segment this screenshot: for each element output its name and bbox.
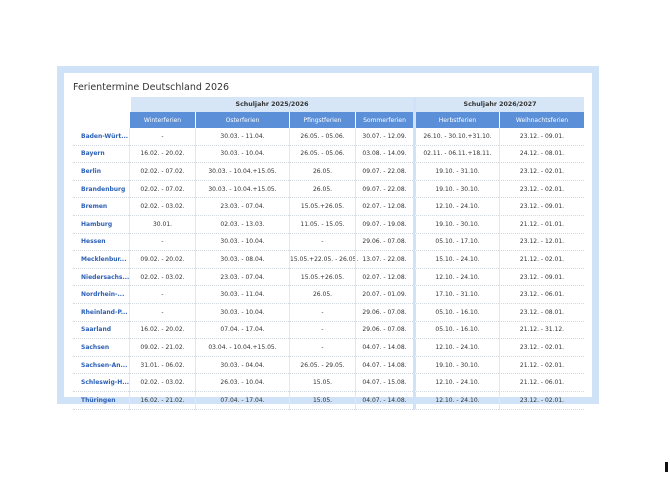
- table-row: [73, 234, 584, 252]
- holiday-cell: 09.07. - 22.08.: [355, 163, 413, 181]
- state-name[interactable]: Sachsen-An...: [73, 357, 129, 375]
- holiday-cell: 26.10. - 30.10.+31.10.: [413, 128, 499, 146]
- table-row: [73, 374, 584, 392]
- holiday-cell: 26.05.: [289, 163, 355, 181]
- column-header-weihnachtsferien[interactable]: Weihnachtsferien: [499, 112, 584, 128]
- holiday-cell: 04.07. - 14.08.: [355, 339, 413, 357]
- state-name[interactable]: Baden-Würt...: [73, 128, 129, 146]
- holiday-cell: 12.10. - 24.10.: [413, 392, 499, 410]
- holiday-cell: 26.05.: [289, 286, 355, 304]
- holiday-cell: 29.06. - 07.08.: [355, 234, 413, 252]
- holiday-cell: 30.03. - 10.04.: [195, 234, 289, 252]
- holiday-cell: 05.10. - 16.10.: [413, 322, 499, 340]
- holiday-cell: 30.03. - 10.04.+15.05.: [195, 181, 289, 199]
- holiday-cell: 02.02. - 03.02.: [129, 374, 195, 392]
- holiday-cell: 02.02. - 03.02.: [129, 269, 195, 287]
- holiday-cell: 23.12. - 02.01.: [499, 339, 584, 357]
- school-year-header-1: Schuljahr 2025/2026: [129, 97, 413, 112]
- holiday-cell: 21.12. - 02.01.: [499, 357, 584, 375]
- holiday-cell: 02.02. - 07.02.: [129, 163, 195, 181]
- holiday-cell: 31.01. - 06.02.: [129, 357, 195, 375]
- holiday-cell: 15.10. - 24.10.: [413, 251, 499, 269]
- holiday-cell: 13.07. - 22.08.: [355, 251, 413, 269]
- holiday-cell: 12.10. - 24.10.: [413, 269, 499, 287]
- holiday-cell: 23.12. - 09.01.: [499, 198, 584, 216]
- holiday-table-frame: [57, 66, 599, 404]
- school-year-header-2: Schuljahr 2026/2027: [413, 97, 584, 112]
- holiday-cell: 30.03. - 10.04.: [195, 146, 289, 164]
- holiday-cell: 21.12. - 02.01.: [499, 251, 584, 269]
- holiday-cell: 23.12. - 09.01.: [499, 269, 584, 287]
- state-name[interactable]: Niedersachs...: [73, 269, 129, 287]
- table-row: [73, 304, 584, 322]
- column-header-winterferien[interactable]: Winterferien: [129, 112, 195, 128]
- holiday-cell: 26.05. - 05.06.: [289, 128, 355, 146]
- holiday-cell: 23.12. - 02.01.: [499, 392, 584, 410]
- holiday-cell: -: [129, 286, 195, 304]
- table-row: [73, 357, 584, 375]
- edge-marker: [665, 462, 668, 472]
- holiday-cell: 23.12. - 12.01.: [499, 234, 584, 252]
- state-name[interactable]: Thüringen: [73, 392, 129, 410]
- holiday-cell: 23.12. - 09.01.: [499, 128, 584, 146]
- holiday-cell: 15.05.: [289, 392, 355, 410]
- table-row: [73, 198, 584, 216]
- column-header-pfingstferien[interactable]: Pfingstferien: [289, 112, 355, 128]
- column-header-herbstferien[interactable]: Herbstferien: [413, 112, 499, 128]
- holiday-cell: -: [289, 304, 355, 322]
- holiday-cell: 07.04. - 17.04.: [195, 322, 289, 340]
- holiday-cell: 02.07. - 12.08.: [355, 269, 413, 287]
- holiday-cell: 15.05.+26.05.: [289, 198, 355, 216]
- holiday-cell: 15.05.: [289, 374, 355, 392]
- state-name[interactable]: Rheinland-P...: [73, 304, 129, 322]
- holiday-cell: 30.07. - 12.09.: [355, 128, 413, 146]
- state-name[interactable]: Bremen: [73, 198, 129, 216]
- holiday-cell: 29.06. - 07.08.: [355, 322, 413, 340]
- holiday-cell: 30.03. - 10.04.+15.05.: [195, 163, 289, 181]
- holiday-cell: 03.04. - 10.04.+15.05.: [195, 339, 289, 357]
- state-name[interactable]: Saarland: [73, 322, 129, 340]
- holiday-cell: 21.12. - 01.01.: [499, 216, 584, 234]
- holiday-cell: 26.05. - 05.06.: [289, 146, 355, 164]
- table-row: [73, 286, 584, 304]
- holiday-cell: 04.07. - 15.08.: [355, 374, 413, 392]
- holiday-cell: -: [129, 304, 195, 322]
- holiday-cell: 23.03. - 07.04.: [195, 269, 289, 287]
- holiday-cell: 30.03. - 11.04.: [195, 286, 289, 304]
- holiday-cell: 21.12. - 31.12.: [499, 322, 584, 340]
- holiday-cell: 23.12. - 08.01.: [499, 304, 584, 322]
- holiday-cell: 12.10. - 24.10.: [413, 339, 499, 357]
- holiday-cell: 04.07. - 14.08.: [355, 392, 413, 410]
- holiday-cell: 19.10. - 30.10.: [413, 216, 499, 234]
- holiday-cell: 09.02. - 21.02.: [129, 339, 195, 357]
- state-name[interactable]: Hamburg: [73, 216, 129, 234]
- holiday-cell: 20.07. - 01.09.: [355, 286, 413, 304]
- state-name[interactable]: Nordrhein-...: [73, 286, 129, 304]
- holiday-cell: 02.03. - 13.03.: [195, 216, 289, 234]
- state-name[interactable]: Hessen: [73, 234, 129, 252]
- holiday-cell: -: [289, 339, 355, 357]
- table-row: [73, 251, 584, 269]
- holiday-table-panel: [64, 73, 592, 404]
- holiday-cell: 23.12. - 02.01.: [499, 181, 584, 199]
- holiday-cell: 02.02. - 07.02.: [129, 181, 195, 199]
- holiday-cell: 02.11. - 06.11.+18.11.: [413, 146, 499, 164]
- holiday-cell: 26.05. - 29.05.: [289, 357, 355, 375]
- state-name[interactable]: Bayern: [73, 146, 129, 164]
- holiday-cell: 30.01.: [129, 216, 195, 234]
- holiday-cell: 29.06. - 07.08.: [355, 304, 413, 322]
- holiday-cell: -: [289, 322, 355, 340]
- holiday-cell: 23.12. - 02.01.: [499, 163, 584, 181]
- holiday-table: [73, 97, 584, 410]
- holiday-cell: 12.10. - 24.10.: [413, 198, 499, 216]
- holiday-cell: 23.03. - 07.04.: [195, 198, 289, 216]
- state-name[interactable]: Schleswig-H...: [73, 374, 129, 392]
- holiday-cell: 26.05.: [289, 181, 355, 199]
- holiday-cell: 12.10. - 24.10.: [413, 374, 499, 392]
- holiday-cell: 16.02. - 20.02.: [129, 146, 195, 164]
- holiday-cell: 15.05.+22.05. - 26.05.: [289, 251, 355, 269]
- table-row: [73, 339, 584, 357]
- table-title: Ferientermine Deutschland 2026: [73, 82, 230, 93]
- state-name[interactable]: Mecklenbur...: [73, 251, 129, 269]
- table-row: [73, 392, 584, 410]
- table-row: [73, 269, 584, 287]
- table-row: [73, 163, 584, 181]
- table-row: [73, 216, 584, 234]
- holiday-cell: 02.02. - 03.02.: [129, 198, 195, 216]
- holiday-cell: 17.10. - 31.10.: [413, 286, 499, 304]
- holiday-cell: 19.10. - 30.10.: [413, 181, 499, 199]
- holiday-cell: 04.07. - 14.08.: [355, 357, 413, 375]
- holiday-cell: -: [129, 234, 195, 252]
- holiday-cell: 30.03. - 10.04.: [195, 304, 289, 322]
- holiday-cell: 09.07. - 19.08.: [355, 216, 413, 234]
- state-name[interactable]: Berlin: [73, 163, 129, 181]
- holiday-cell: -: [129, 128, 195, 146]
- holiday-cell: 24.12. - 08.01.: [499, 146, 584, 164]
- holiday-cell: 15.05.+26.05.: [289, 269, 355, 287]
- holiday-cell: 19.10. - 31.10.: [413, 163, 499, 181]
- column-header-sommerferien[interactable]: Sommerferien: [355, 112, 413, 128]
- column-header-osterferien[interactable]: Osterferien: [195, 112, 289, 128]
- table-row: [73, 322, 584, 340]
- holiday-cell: 30.03. - 11.04.: [195, 128, 289, 146]
- state-name[interactable]: Brandenburg: [73, 181, 129, 199]
- holiday-cell: 16.02. - 20.02.: [129, 322, 195, 340]
- table-row: [73, 181, 584, 199]
- holiday-cell: 11.05. - 15.05.: [289, 216, 355, 234]
- holiday-cell: 30.03. - 08.04.: [195, 251, 289, 269]
- holiday-cell: 03.08. - 14.09.: [355, 146, 413, 164]
- holiday-cell: 16.02. - 21.02.: [129, 392, 195, 410]
- holiday-cell: 05.10. - 16.10.: [413, 304, 499, 322]
- holiday-cell: 19.10. - 30.10.: [413, 357, 499, 375]
- holiday-cell: -: [289, 234, 355, 252]
- holiday-cell: 02.07. - 12.08.: [355, 198, 413, 216]
- holiday-cell: 26.03. - 10.04.: [195, 374, 289, 392]
- holiday-cell: 09.07. - 22.08.: [355, 181, 413, 199]
- state-name[interactable]: Sachsen: [73, 339, 129, 357]
- holiday-cell: 05.10. - 17.10.: [413, 234, 499, 252]
- table-row: [73, 128, 584, 146]
- holiday-cell: 30.03. - 04.04.: [195, 357, 289, 375]
- holiday-cell: 23.12. - 06.01.: [499, 286, 584, 304]
- holiday-cell: 07.04. - 17.04.: [195, 392, 289, 410]
- holiday-cell: 21.12. - 06.01.: [499, 374, 584, 392]
- table-row: [73, 146, 584, 164]
- holiday-cell: 09.02. - 20.02.: [129, 251, 195, 269]
